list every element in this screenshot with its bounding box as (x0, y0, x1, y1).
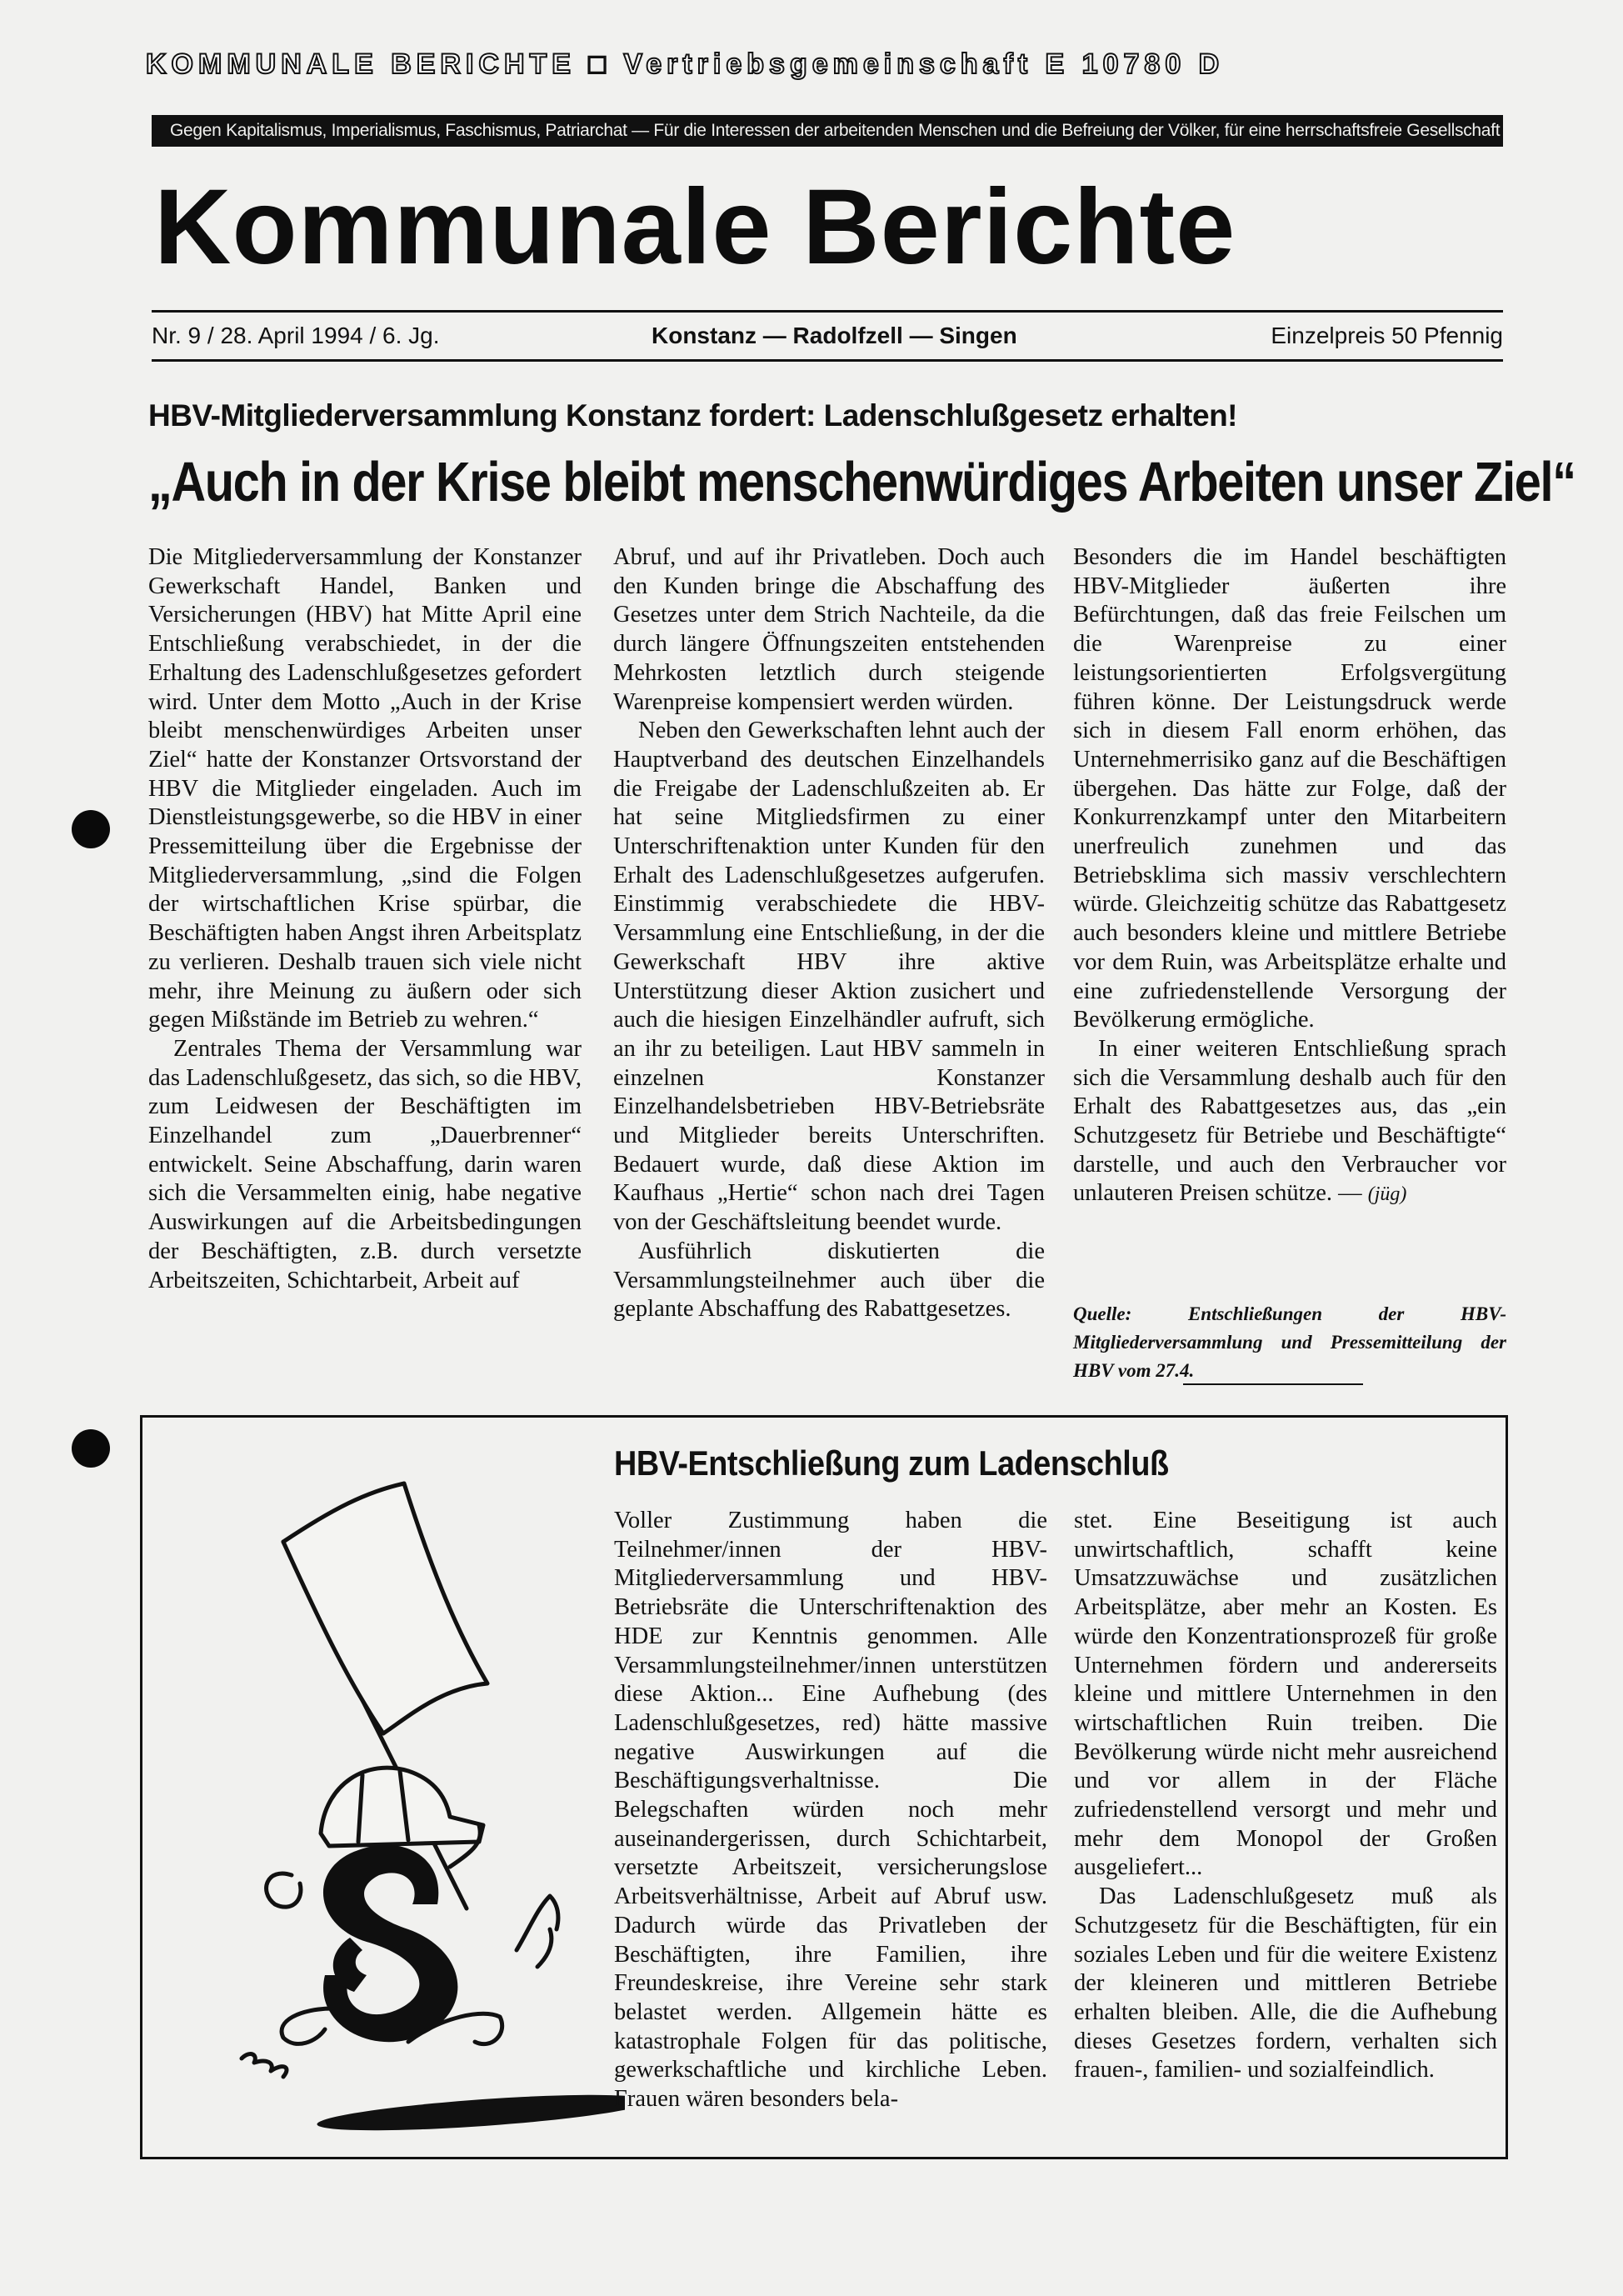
slogan-bar: Gegen Kapitalismus, Imperialismus, Faschismus, Patriarchat — Für die Interessen der arbeitenden Menschen und die Befreiung der Völker, für eine herrschaftsfreie Gesellschaft (152, 115, 1503, 147)
issue-price: Einzelpreis 50 Pfennig (1271, 323, 1503, 348)
paragraph-text: In einer weiteren Entschließung sprach sich die Versammlung deshalb auch für den Erhalt des Rabattgesetzes aus, das „ein Schutzgesetz für Betriebe und Beschäftigte“ darstelle, und auch den Verbraucher vor unlauteren Preisen schütze. — (1073, 1035, 1506, 1207)
article-source: Quelle: Entschließungen der HBV-Mitgliederversammlung und Pressemitteilung der HBV vom 27.4. (1073, 1303, 1506, 1381)
article-column-2 (613, 543, 1045, 1324)
paragraph: stet. Eine Beseitigung ist auch unwirtschaftlich, schafft keine Umsatzzuwächse und zusätzlichen Arbeitsplätze, aber mehr an Kosten. Es würde den Konzentrationsprozeß für große Unternehmen fördern und andererseits kleine und mittlere Unternehmen in den wirtschaftlichen Ruin treiben. Die Bevölkerung würde nicht mehr ausreichend und vor allem in der Fläche zufriedenstellend versorgt und mehr und mehr dem Monopol der Großen ausgeliefert... (1074, 1508, 1497, 1881)
box-column-1 (614, 1507, 1047, 2114)
paragraph: Besonders die im Handel beschäftigten HBV-Mitglieder äußerten ihre Befürchtungen, daß das freie Feilschen um die Warenpreise zu einer leistungsorientierten Erfolgsvergütung führen könne. Der Leistungsdruck werde sich in diesem Fall enorm erhöhen, das Unternehmerrisiko ganz auf die Beschäftigen übergehen. Das hätte zur Folge, daß der Konkurrenzkampf unter den Mitarbeitern unerfreulich zunehmen und das Betriebsklima sich massiv verschlechtern würde. Gleichzeitig schütze das Rabattgesetz auch besonders kleine und mittlere Betriebe vor dem Ruin, was Arbeitsplätze erhalte und eine zufriedenstellende Versorgung der Bevölkerung ermögliche. (1073, 544, 1506, 1033)
article-column-1 (148, 543, 582, 1295)
issue-line (152, 317, 1503, 355)
box-column-2 (1074, 1507, 1497, 2085)
article-kicker: HBV-Mitgliederversammlung Konstanz fordert: Ladenschlußgesetz erhalten! (148, 398, 1237, 433)
box-title: HBV-Entschließung zum Ladenschluß (614, 1443, 1169, 1483)
paragraph: Voller Zustimmung haben die Teilnehmer/innen der HBV-Mitgliederversammlung und HBV-Betriebsräte die Unterschriftenaktion des HDE zur Kenntnis genommen. Alle Versammlungsteilnehmer/innen unterstützen diese Aktion... Eine Aufhebung (des Ladenschlußgesetzes, red) hätte massive negative Auswirkungen auf die Beschäftigungsverhaltnisse. Die Belegschaften würden noch mehr auseinandergerissen, durch Schichtarbeit, versetzte Arbeitszeit, versicherungslose Arbeitsverhältnisse, Arbeit auf Abruf usw. Dadurch würde das Privatleben der Beschäftigten, ihre Familien, ihre Freundeskreise, ihre Vereine sehr stark belastet werden. Allgemein hätte es katastrophale Folgen für das politische, gewerkschaftliche und kirchliche Leben. Frauen wären besonders bela- (614, 1508, 1047, 2113)
issue-place: Konstanz — Radolfzell — Singen (652, 323, 1017, 348)
paragraph: Zentrales Thema der Versammlung war das Ladenschlußgesetz, das sich, so die HBV, zum Leidwesen der Beschäftigten im Einzelhandel zum „Dauerbrenner“ entwickelt. Seine Abschaffung, darin waren sich die Versammelten einig, habe negative Auswirkungen auf die Arbeitsbedingungen der Beschäftigten, z.B. durch versetzte Arbeitszeiten, Schichtarbeit, Arbeit auf (148, 1035, 582, 1293)
punch-hole (72, 810, 110, 848)
article-headline: „Auch in der Krise bleibt menschenwürdiges Arbeiten unser Ziel“ (148, 451, 1576, 513)
author-initials: (jüg) (1367, 1183, 1407, 1206)
punch-hole (72, 1429, 110, 1468)
source-rule (1183, 1383, 1363, 1385)
paragraph: Die Mitgliederversammlung der Konstanzer Gewerkschaft Handel, Banken und Versicherungen (HBV) hat Mitte April eine Entschließung verabschiedet, in der die Erhaltung des Ladenschlußgesetzes gefordert wird. Unter dem Motto „Auch in der Krise bleibt menschenwürdiges Arbeiten unser Ziel“ hatte der Konstanzer Ortsvorstand der HBV die Mitglieder eingeladen. Auch im Dienstleistungsgewerbe, so die HBV in einer Pressemitteilung über die Ergebnisse der Mitgliederversammlung, „sind die Folgen der wirtschaftlichen Krise spürbar, die Beschäftigten haben Angst ihren Arbeitsplatz zu verlieren. Deshalb trauen sich viele nicht mehr, ihre Meinung zu äußern oder sich gegen Mißstände im Betrieb zu wehren.“ (148, 544, 582, 1033)
paragraph-figure-with-flag-icon (158, 1475, 625, 2133)
masthead: Kommunale Berichte (154, 168, 1236, 287)
rule-top (152, 310, 1503, 313)
rule-bottom (152, 359, 1503, 362)
paragraph: Ausführlich diskutierten die Versammlungsteilnehmer auch über die geplante Abschaffung des Rabattgesetzes. (613, 1238, 1045, 1323)
article-column-3 (1073, 543, 1506, 1209)
paragraph: Das Ladenschlußgesetz muß als Schutzgesetz für die Beschäftigten, für ein soziales Leben und für die weitere Existenz der kleineren und mittleren Betriebe erhalten bleiben. Alle, die die Aufhebung dieses Gesetzes fordern, verhalten sich frauen-, familien- und sozialfeindlich. (1074, 1883, 1497, 2083)
publication-line: KOMMUNALE BERICHTE □ Vertriebsgemeinschaft E 10780 D (146, 48, 1225, 80)
paragraph: Neben den Gewerkschaften lehnt auch der Hauptverband des deutschen Einzelhandels die Freigabe der Ladenschlußzeiten ab. Er hat seine Mitgliedsfirmen zu einer Unterschriftenaktion unter Kunden für den Erhalt des Ladenschlußgesetzes aufgerufen. Einstimmig verabschiedete die HBV-Versammlung eine Entschließung, in der die Gewerkschaft HBV ihre aktive Unterstützung dieser Aktion zusichert und auch die hiesigen Einzelhändler aufruft, sich an ihr zu beteiligen. Laut HBV sammeln in einzelnen Konstanzer Einzelhandelsbetrieben HBV-Betriebsräte und Mitglieder bereits Unterschriften. Bedauert wurde, daß diese Aktion im Kaufhaus „Hertie“ schon nach drei Tagen von der Geschäftsleitung beendet wurde. (613, 718, 1045, 1236)
paragraph (1073, 1035, 1506, 1209)
issue-number: Nr. 9 / 28. April 1994 / 6. Jg. (152, 323, 440, 348)
paragraph: Abruf, und auf ihr Privatleben. Doch auch den Kunden bringe die Abschaffung des Gesetzes unter dem Strich Nachteile, da die durch längere Öffnungszeiten entstehenden Mehrkosten letztlich durch steigende Warenpreise kompensiert werden würden. (613, 544, 1045, 715)
